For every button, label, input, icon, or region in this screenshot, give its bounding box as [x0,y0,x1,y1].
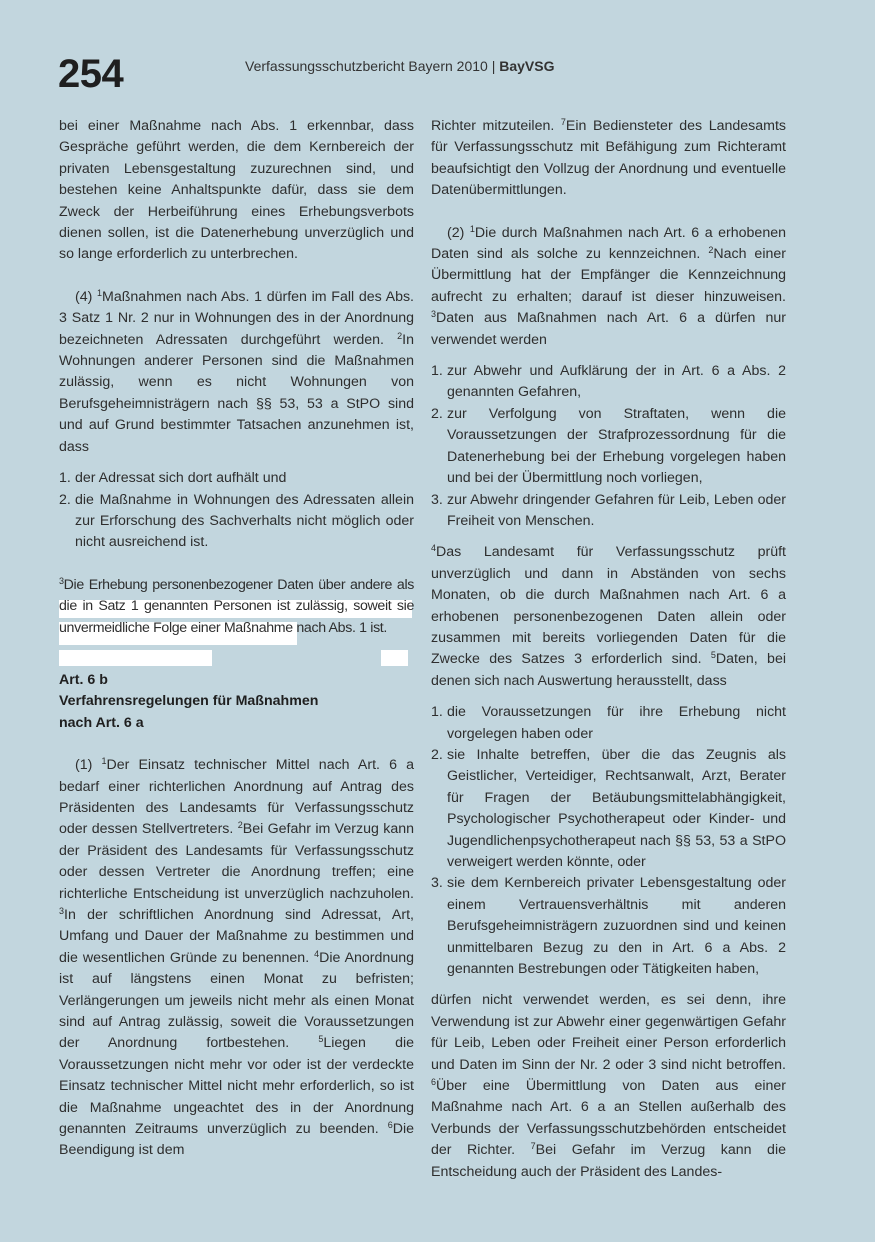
paragraph-art6b-1: (1) $^1$Der Einsatz technischer Mittel nach Art. 6 a bedarf einer richterlichen Anordnung auf Antrag des Präsidenten des Landesamts für Verfassungsschutz oder dessen Stellvertreters. $^2$Bei Gefahr im Verzug kann der Präsident des Landesamts für Verfassungsschutz oder dessen Vertreter die Anordnung treffen; eine richterliche Entscheidung ist unverzüglich nachzuholen. $^3$In der schriftlichen Anordnung sind Adressat, Art, Umfang und Dauer der Maßnahme zu bestimmen und die wesentlichen Gründe zu benennen. $^4$Die Anordnung ist auf längstens einen Monat zu befristen; Verlängerungen um jeweils nicht mehr als einen Monat sind auf Antrag zulässig, soweit die Voraussetzungen der Anordnung fortbestehen. $^5$Liegen die Voraussetzungen nicht mehr vor oder ist der verdeckte Einsatz technischer Mittel nicht mehr erforderlich, so ist die Maßnahme ungeachtet des in der Anordnung genannten Zeitraums unverzüglich zu beenden. $^6$Die Beendigung ist dem [59,756,415,1159]
paragraph-right-3: $^4$Das Landesamt für Verfassungsschutz prüft unverzüglich und dann in Abständen von sechs Monaten, ob die durch Maßnahmen nach Art. 6 a erhobenen personenbezogenen Daten allein oder zusammen mit bereits vorliegenden Daten für die Zwecke des Satzes 3 erforderlich sind. $^5$Daten, bei denen sich nach Auswertung herausstellt, dass [431,543,786,689]
numbered-list-left [59,468,414,554]
list-item: 3. sie dem Kernbereich privater Lebensgestaltung oder einem Vertrauensverhältnis mit anderen Berufsgeheimnisträgern zuzuordnen sind und keinen unmittelbaren Bezug zu den in Art. 6 a Abs. 2 genannten Bestrebungen oder Tätigkeiten haben, [431,875,786,978]
list-item: 1. der Adressat sich dort aufhält und [59,470,287,487]
article-title-line-2: nach Art. 6 a [59,714,144,731]
paragraph-right-1: Richter mitzuteilen. $^7$Ein Bediensteter des Landesamts für Verfassungsschutz mit Befähigung zum Richteramt beaufsichtigt den Vollzug der Anordnung und eventuelle Datenübermittlungen. [431,117,787,199]
numbered-list-right-2 [431,702,786,980]
running-header-section: BayVSG [499,58,555,74]
paragraph-art6b-2: (2) $^1$Die durch Maßnahmen nach Art. 6 a erhobenen Daten sind als solche zu kennzeichnen. $^2$Nach einer Übermittlung hat der Empfänger die Kennzeichnung aufrecht zu erhalten; darauf ist dieser hinzuweisen. $^3$Daten aus Maßnahmen nach Art. 6 a dürfen nur verwendet werden [431,223,786,348]
list-item: 3. zur Abwehr dringender Gefahren für Leib, Leben oder Freiheit von Menschen. [431,491,786,529]
running-header [245,58,554,74]
list-item: 1. zur Abwehr und Aufklärung der in Art. 6 a Abs. 2 genannten Gefahren, [431,363,786,401]
left-column [59,116,414,1162]
paragraph-left-3: $^3$Die Erhebung personenbezogener Daten über andere als die in Satz 1 genannten Personen ist zulässig, soweit sie unvermeidliche Folge einer Maßnahme nach Abs. 1 ist. [59,575,414,636]
paragraph-right-4: dürfen nicht verwendet werden, es sei denn, ihre Verwendung ist zur Abwehr einer gegenwärtigen Gefahr für Leib, Leben oder Freiheit einer Person erforderlich und Daten im Sinn der Nr. 2 oder 3 sind nicht betroffen. $^6$Über eine Übermittlung von Daten aus einer Maßnahme nach Art. 6 a an Stellen außerhalb des Verbunds der Verfassungsschutzbehörden entscheidet der Richter. $^7$Bei Gefahr im Verzug kann die Entscheidung auch der Präsident des Landes- [431,992,786,1180]
running-header-title: Verfassungsschutzbericht Bayern 2010 | [245,58,500,74]
article-title-line-1: Verfahrensregelungen für Maßnahmen [59,693,319,710]
article-number: Art. 6 b [59,671,108,688]
paragraph-art6a-4: (4) $^1$Maßnahmen nach Abs. 1 dürfen im Fall des Abs. 3 Satz 1 Nr. 2 nur in Wohnungen des in der Anordnung bezeichneten Adressaten durchgeführt werden. $^2$In Wohnungen anderer Personen sind die Maßnahmen zulässig, wenn es nicht Wohnungen von Berufsgeheimnisträgern nach §§ 53, 53 a StPO sind und auf Grund bestimmter Tatsachen anzunehmen ist, dass [59,287,414,455]
right-column [431,116,786,1183]
list-item: 2. zur Verfolgung von Straftaten, wenn die Voraussetzungen der Strafprozessordnung für die Datenerhebung bei der Erhebung vorgelegen haben und bei der Übermittlung noch vorliegen, [431,405,786,487]
list-item: 1. die Voraussetzungen für ihre Erhebung nicht vorgelegen haben oder [431,704,786,742]
list-item: 2. die Maßnahme in Wohnungen des Adressaten allein zur Erforschung des Sachverhalts nicht möglich oder nicht ausreichend ist. [59,491,414,551]
paragraph-left-1: bei einer Maßnahme nach Abs. 1 erkennbar, dass Gespräche geführt werden, die dem Kernbereich der privaten Lebensgestaltung zuzurechnen sind, und bestehen keine Anhaltspunkte dafür, dass sie dem Zweck der Herbeiführung eines Erhebungsverbots dienen sollen, ist die Datenerhebung unverzüglich und so lange erforderlich zu unterbrechen. [59,118,414,263]
numbered-list-right-1 [431,361,786,532]
page-number: 254 [58,52,124,96]
list-item: 2. sie Inhalte betreffen, über die das Zeugnis als Geistlicher, Verteidiger, Rechtsanwalt, Arzt, Berater für Fragen der Betäubungsmittelabhängigkeit, Psychologischer Psychotherapeut oder Kinder- und Jugendlichenpsychotherapeut nach §§ 53, 53 a StPO verweigert werden könnte, oder [431,746,786,870]
